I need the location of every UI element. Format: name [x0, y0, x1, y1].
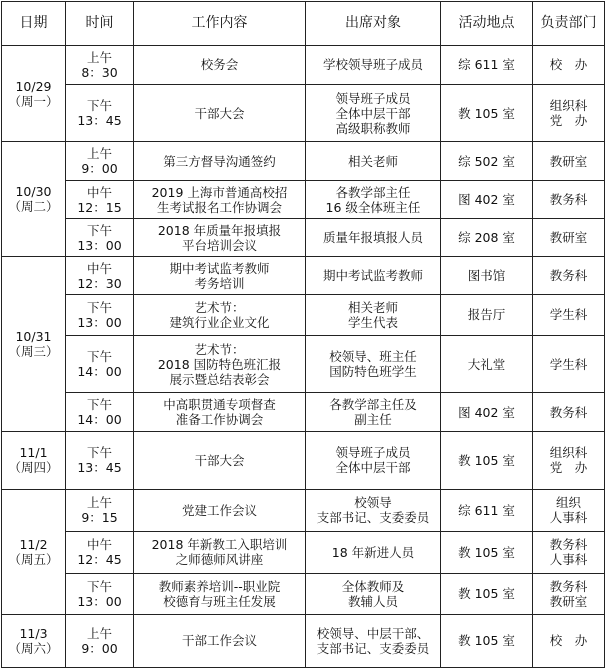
location-cell: 图书馆 — [441, 257, 533, 295]
table-row — [2, 257, 605, 295]
date-cell — [2, 257, 66, 432]
location-cell: 教 105 室 — [441, 531, 533, 573]
department-cell: 教务科 人事科 — [533, 531, 605, 573]
attendees-cell: 期中考试监考教师 — [306, 257, 441, 295]
department-cell: 教务科 — [533, 393, 605, 432]
content-cell: 党建工作会议 — [134, 489, 306, 531]
location-cell: 综 611 室 — [441, 46, 533, 85]
content-cell: 2018 年新教工入职培训 之师德师风讲座 — [134, 531, 306, 573]
date-value: 10/30 — [15, 184, 52, 200]
header-attendees: 出席对象 — [306, 2, 441, 46]
department-cell: 学生科 — [533, 294, 605, 335]
attendees-cell: 领导班子成员 全体中层干部 — [306, 432, 441, 489]
time-cell: 下午 13：00 — [66, 294, 134, 335]
table-row — [2, 84, 605, 141]
attendees-cell: 18 年新进人员 — [306, 531, 441, 573]
attendees-cell: 各教学部主任及 副主任 — [306, 393, 441, 432]
time-cell: 上午 9：00 — [66, 614, 134, 667]
department-cell: 组织科 党 办 — [533, 432, 605, 489]
attendees-cell: 相关老师 — [306, 142, 441, 181]
time-cell: 下午 13：00 — [66, 219, 134, 257]
location-cell: 图 402 室 — [441, 181, 533, 219]
attendees-cell: 校领导、班主任 国防特色班学生 — [306, 335, 441, 392]
department-cell: 组织 人事科 — [533, 489, 605, 531]
table-row — [2, 142, 605, 181]
time-cell: 下午 13：00 — [66, 573, 134, 614]
header-date: 日期 — [2, 2, 66, 46]
table-row — [2, 614, 605, 667]
time-cell: 中午 12：15 — [66, 181, 134, 219]
location-cell: 综 208 室 — [441, 219, 533, 257]
location-cell: 大礼堂 — [441, 335, 533, 392]
date-value: 11/3 — [19, 625, 48, 641]
date-value: 11/1 — [19, 445, 48, 461]
attendees-cell: 各教学部主任 16 级全体班主任 — [306, 181, 441, 219]
location-cell: 图 402 室 — [441, 393, 533, 432]
content-cell: 2019 上海市普通高校招 生考试报名工作协调会 — [134, 181, 306, 219]
table-row — [2, 432, 605, 489]
schedule-table — [1, 1, 605, 668]
attendees-cell: 相关老师 学生代表 — [306, 294, 441, 335]
attendees-cell: 校领导、中层干部、 支部书记、支委委员 — [306, 614, 441, 667]
location-cell: 教 105 室 — [441, 84, 533, 141]
weekday-value: （周四） — [8, 460, 59, 476]
header-content: 工作内容 — [134, 2, 306, 46]
department-cell: 教研室 — [533, 219, 605, 257]
date-value: 10/31 — [15, 329, 52, 345]
date-cell — [2, 142, 66, 257]
content-cell: 2018 年质量年报填报 平台培训会议 — [134, 219, 306, 257]
date-value: 10/29 — [15, 78, 52, 94]
attendees-cell: 全体教师及 教辅人员 — [306, 573, 441, 614]
time-cell: 下午 13：45 — [66, 432, 134, 489]
location-cell: 报告厅 — [441, 294, 533, 335]
content-cell: 艺术节： 建筑行业企业文化 — [134, 294, 306, 335]
weekday-value: （周二） — [8, 199, 59, 215]
location-cell: 教 105 室 — [441, 614, 533, 667]
time-cell: 上午 9：15 — [66, 489, 134, 531]
header-row — [2, 2, 605, 46]
attendees-cell: 校领导 支部书记、支委委员 — [306, 489, 441, 531]
department-cell: 教务科 — [533, 181, 605, 219]
time-cell: 下午 14：00 — [66, 393, 134, 432]
header-time: 时间 — [66, 2, 134, 46]
attendees-cell: 质量年报填报人员 — [306, 219, 441, 257]
content-cell: 干部大会 — [134, 84, 306, 141]
table-row — [2, 219, 605, 257]
attendees-cell: 领导班子成员 全体中层干部 高级职称教师 — [306, 84, 441, 141]
location-cell: 教 105 室 — [441, 573, 533, 614]
date-cell — [2, 489, 66, 614]
date-cell — [2, 614, 66, 667]
time-cell: 中午 12：45 — [66, 531, 134, 573]
header-department: 负责部门 — [533, 2, 605, 46]
content-cell: 干部大会 — [134, 432, 306, 489]
weekday-value: （周一） — [8, 93, 59, 109]
department-cell: 校 办 — [533, 46, 605, 85]
time-cell: 下午 13：45 — [66, 84, 134, 141]
weekday-value: （周三） — [8, 344, 59, 360]
time-cell: 上午 8：30 — [66, 46, 134, 85]
content-cell: 干部工作会议 — [134, 614, 306, 667]
content-cell: 艺术节： 2018 国防特色班汇报 展示暨总结表彰会 — [134, 335, 306, 392]
content-cell: 第三方督导沟通签约 — [134, 142, 306, 181]
content-cell: 期中考试监考教师 考务培训 — [134, 257, 306, 295]
date-cell — [2, 432, 66, 489]
department-cell: 学生科 — [533, 335, 605, 392]
table-row — [2, 393, 605, 432]
table-row — [2, 294, 605, 335]
time-cell: 上午 9：00 — [66, 142, 134, 181]
department-cell: 教务科 — [533, 257, 605, 295]
table-row — [2, 335, 605, 392]
content-cell: 教师素养培训--职业院 校德育与班主任发展 — [134, 573, 306, 614]
time-cell: 中午 12：30 — [66, 257, 134, 295]
department-cell: 校 办 — [533, 614, 605, 667]
location-cell: 综 502 室 — [441, 142, 533, 181]
table-row — [2, 46, 605, 85]
date-cell — [2, 46, 66, 142]
header-location: 活动地点 — [441, 2, 533, 46]
table-row — [2, 573, 605, 614]
location-cell: 教 105 室 — [441, 432, 533, 489]
table-row — [2, 489, 605, 531]
location-cell: 综 611 室 — [441, 489, 533, 531]
content-cell: 校务会 — [134, 46, 306, 85]
attendees-cell: 学校领导班子成员 — [306, 46, 441, 85]
content-cell: 中高职贯通专项督查 准备工作协调会 — [134, 393, 306, 432]
time-cell: 下午 14：00 — [66, 335, 134, 392]
table-row — [2, 531, 605, 573]
date-value: 11/2 — [19, 536, 48, 552]
weekday-value: （周六） — [8, 640, 59, 656]
table-row — [2, 181, 605, 219]
department-cell: 组织科 党 办 — [533, 84, 605, 141]
department-cell: 教研室 — [533, 142, 605, 181]
department-cell: 教务科 教研室 — [533, 573, 605, 614]
weekday-value: （周五） — [8, 551, 59, 567]
